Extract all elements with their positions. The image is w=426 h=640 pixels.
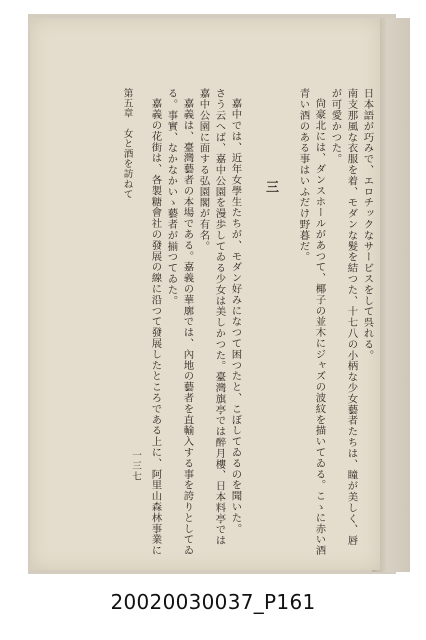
- page-number: 一三七: [130, 450, 141, 482]
- book-page: [30, 18, 380, 570]
- text-column: さう云へば、嘉中公園を漫歩してゐる少女は美しかつた。臺灣旗亭では醉月樓、日本料亭では: [213, 88, 226, 546]
- text-column: 嘉義の花街は、各製糖會社の發展の線に沿つて發展したところである上に、阿里山森林事業に: [149, 98, 162, 556]
- text-column: が可愛かつた。: [329, 88, 342, 165]
- text-column: 尙豪北には、ダンスホールがあつて、椰子の並木にジャズの波紋を描いてゐる。こゝに赤い酒: [313, 98, 326, 556]
- text-column: 南支那風な衣服を着、モダンな髮を結つた、十七八の小柄な少女藝者たちは、瞳が美しく、唇: [345, 88, 358, 546]
- text-column: 嘉中では、近年女學生たちが、モダン好みになつて困つたと、こぼしてゐるのを聞いた。: [229, 98, 242, 534]
- text-area: [100, 88, 378, 558]
- section-mark: 三: [263, 180, 278, 194]
- text-column: る。事實、なかなかいゝ藝者が揃つてゐた。: [165, 88, 178, 306]
- scan-caption: 20020030037_P161: [110, 590, 316, 614]
- running-header: 第五章 女と酒を訪ねて: [121, 88, 133, 200]
- text-column: 嘉中公園に面する弘園閣が有名。: [197, 88, 210, 252]
- text-column: 日本語が巧みで、エロチックなサービスをして呉れる。: [361, 88, 374, 361]
- text-column: 嘉義は、臺灣藝者の本場である。嘉義の華廓では、內地の藝者を直輸入する事を誇りとしてゐ: [181, 98, 194, 556]
- text-column: 青い酒のある事はいふだけ野暮だ。: [297, 88, 310, 263]
